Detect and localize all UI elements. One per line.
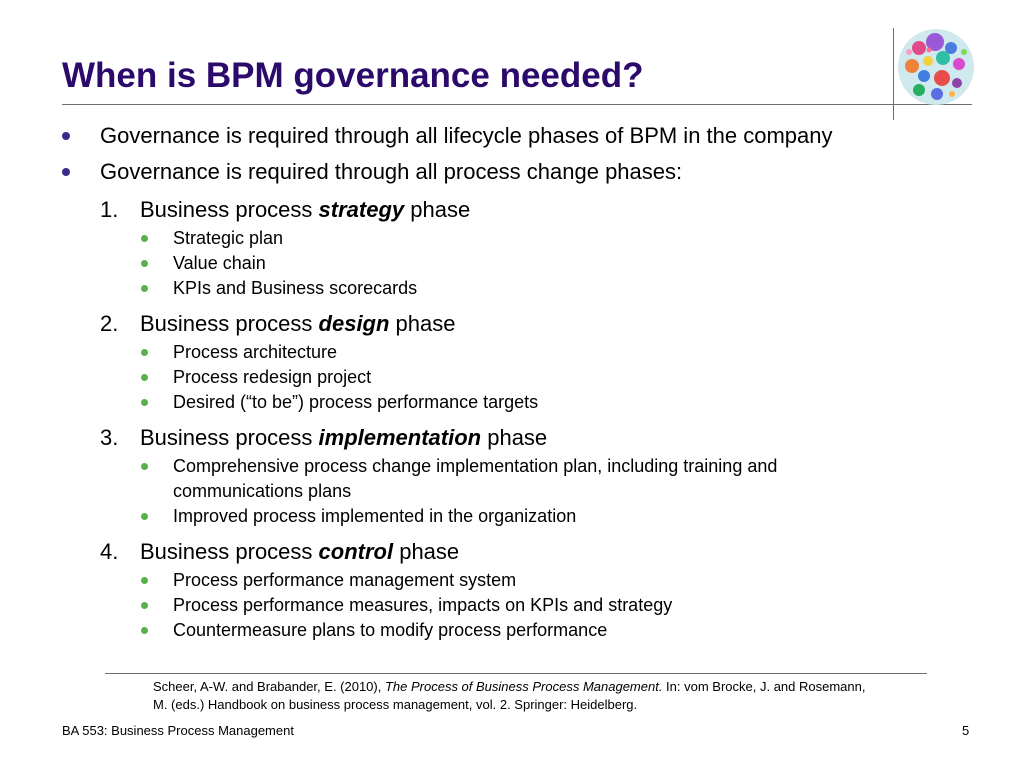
phase-heading [0, 422, 1024, 454]
phase-prefix: Business process [140, 425, 319, 450]
reference-source: In: vom Brocke, J. and Rosemann, M. (eds.) Handbook on business process management, vol. 2. Springer: Heidelberg. [153, 679, 866, 712]
sub-bullet-text: Value chain [173, 253, 266, 273]
bullet-dot-icon [141, 285, 148, 292]
sub-bullet-item [0, 251, 1024, 276]
phase-heading [0, 308, 1024, 340]
bullet-dot-icon [141, 602, 148, 609]
bullet-dot-icon [141, 513, 148, 520]
sub-bullet-item [0, 593, 1024, 618]
phase-group [0, 194, 1024, 301]
sub-bullet-item [0, 226, 1024, 251]
reference-divider [105, 673, 927, 674]
sub-bullet-text: Improved process implemented in the organization [173, 506, 577, 526]
phase-heading [0, 194, 1024, 226]
bubbles-logo-icon [897, 28, 975, 106]
phase-group [0, 536, 1024, 643]
phase-suffix: phase [389, 311, 456, 336]
sub-bullet-item [0, 340, 1024, 365]
bullet-dot-icon [62, 132, 70, 140]
bullet-text: Governance is required through all process change phases: [100, 159, 683, 184]
phase-keyword: strategy [318, 197, 405, 222]
phase-prefix: Business process [140, 197, 319, 222]
bullet-dot-icon [141, 260, 148, 267]
slide-body [0, 120, 1024, 650]
footer-course-name: BA 553: Business Process Management [62, 723, 294, 738]
bullet-dot-icon [141, 349, 148, 356]
bullet-item [0, 156, 1024, 192]
sub-bullet-item [0, 276, 1024, 301]
sub-bullet-item [0, 365, 1024, 390]
phase-keyword: control [318, 539, 394, 564]
phase-heading [0, 536, 1024, 568]
title-divider [62, 104, 972, 105]
sub-bullet-text: Desired (“to be”) process performance targets [173, 392, 539, 412]
phase-keyword: implementation [318, 425, 482, 450]
bullet-dot-icon [141, 577, 148, 584]
phase-prefix: Business process [140, 539, 319, 564]
sub-bullet-text: Process redesign project [173, 367, 372, 387]
sub-bullet-text: Countermeasure plans to modify process performance [173, 620, 608, 640]
phase-group [0, 422, 1024, 529]
bullet-dot-icon [62, 168, 70, 176]
sub-bullet-text: Process architecture [173, 342, 338, 362]
bullet-dot-icon [141, 374, 148, 381]
phase-number: 4. [100, 539, 119, 564]
sub-bullet-item [0, 390, 1024, 415]
bullet-item [0, 120, 1024, 156]
bullet-dot-icon [141, 399, 148, 406]
reference-title: The Process of Business Process Management. [384, 679, 663, 694]
bullet-dot-icon [141, 235, 148, 242]
page-number: 5 [962, 723, 970, 738]
phase-number: 3. [100, 425, 119, 450]
sub-bullet-text: Process performance measures, impacts on KPIs and strategy [173, 595, 673, 615]
logo-divider [893, 28, 894, 120]
phase-suffix: phase [404, 197, 471, 222]
bullet-text: Governance is required through all lifecycle phases of BPM in the company [100, 123, 833, 148]
sub-bullet-text: KPIs and Business scorecards [173, 278, 418, 298]
phase-group [0, 308, 1024, 415]
bullet-dot-icon [141, 463, 148, 470]
sub-bullet-item [0, 454, 1024, 504]
phase-suffix: phase [481, 425, 548, 450]
sub-bullet-item [0, 568, 1024, 593]
sub-bullet-text: Process performance management system [173, 570, 517, 590]
phase-keyword: design [318, 311, 390, 336]
sub-bullet-text: Comprehensive process change implementation plan, including training and communications plans [173, 456, 778, 501]
sub-bullet-text: Strategic plan [173, 228, 284, 248]
sub-bullet-item [0, 504, 1024, 529]
sub-bullet-item [0, 618, 1024, 643]
phase-prefix: Business process [140, 311, 319, 336]
slide-title: When is BPM governance needed? [62, 56, 644, 95]
reference-authors: Scheer, A-W. and Brabander, E. (2010), [153, 679, 385, 694]
phase-number: 1. [100, 197, 119, 222]
bullet-dot-icon [141, 627, 148, 634]
phase-number: 2. [100, 311, 119, 336]
phase-suffix: phase [393, 539, 460, 564]
reference-citation [153, 678, 873, 714]
